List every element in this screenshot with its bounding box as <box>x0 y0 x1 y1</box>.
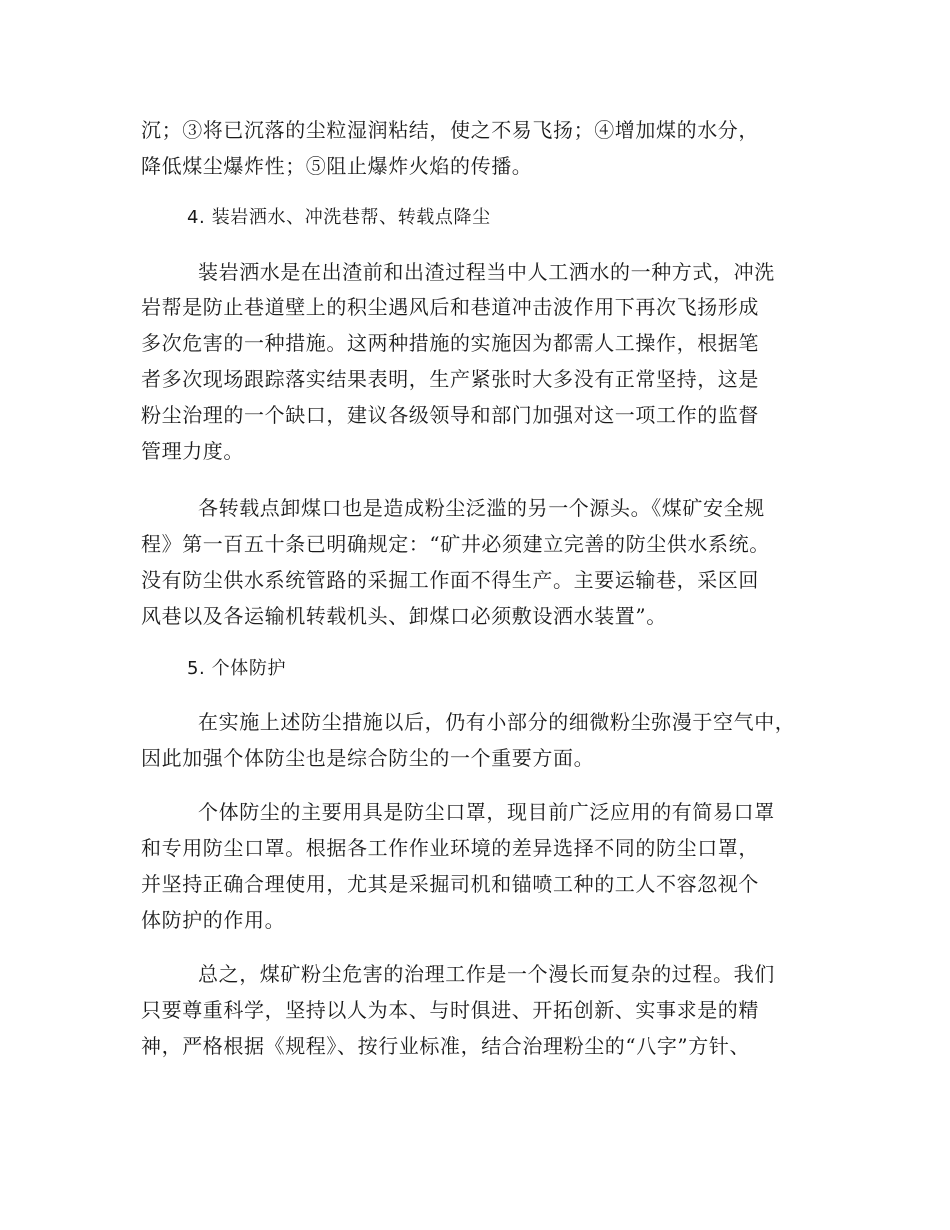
text-line: 并坚持正确合理使用，尤其是采掘司机和锚喷工种的工人不容忽视个 <box>141 872 759 896</box>
text-line: 没有防尘供水系统管路的采掘工作面不得生产。主要运输巷，采区回 <box>141 568 759 592</box>
section-heading: 5. 个体防护 <box>187 658 287 679</box>
text-line: 总之，煤矿粉尘危害的治理工作是一个漫长而复杂的过程。我们 <box>198 962 775 986</box>
text-line: 者多次现场跟踪落实结果表明，生产紧张时大多没有正常坚持，这是 <box>141 367 759 391</box>
text-line: 风巷以及各运输机转载机头、卸煤口必须敷设洒水装置”。 <box>141 604 667 628</box>
text-line: 和专用防尘口罩。根据各工作作业环境的差异选择不同的防尘口罩， <box>141 836 759 860</box>
text-line: 岩帮是防止巷道壁上的积尘遇风后和巷道冲击波作用下再次飞扬形成 <box>141 295 759 319</box>
text-line: 在实施上述防尘措施以后，仍有小部分的细微粉尘弥漫于空气中， <box>198 710 796 734</box>
text-line: 多次危害的一种措施。这两种措施的实施因为都需人工操作，根据笔 <box>141 331 759 355</box>
text-line: 装岩洒水是在出渣前和出渣过程当中人工洒水的一种方式，冲洗 <box>198 260 775 284</box>
text-line: 管理力度。 <box>141 439 244 463</box>
text-line: 因此加强个体防尘也是综合防尘的一个重要方面。 <box>141 746 595 770</box>
text-line: 程》第一百五十条已明确规定：“矿井必须建立完善的防尘供水系统。 <box>141 532 770 556</box>
text-line: 降低煤尘爆炸性；⑤阻止爆炸火焰的传播。 <box>141 154 533 178</box>
text-line: 个体防尘的主要用具是防尘口罩，现目前广泛应用的有简易口罩 <box>198 800 775 824</box>
text-line: 体防护的作用。 <box>141 908 286 932</box>
text-line: 只要尊重科学，坚持以人为本、与时俱进、开拓创新、实事求是的精 <box>141 998 759 1022</box>
section-heading: 4. 装岩洒水、冲洗巷帮、转载点降尘 <box>187 207 491 228</box>
text-line: 沉；③将已沉落的尘粒湿润粘结，使之不易飞扬；④增加煤的水分， <box>141 118 759 142</box>
text-line: 各转载点卸煤口也是造成粉尘泛滥的另一个源头。《煤矿安全规 <box>198 496 765 520</box>
text-line: 粉尘治理的一个缺口，建议各级领导和部门加强对这一项工作的监督 <box>141 403 759 427</box>
text-line: 神，严格根据《规程》、按行业标准，结合治理粉尘的“八字”方针、 <box>141 1034 751 1058</box>
